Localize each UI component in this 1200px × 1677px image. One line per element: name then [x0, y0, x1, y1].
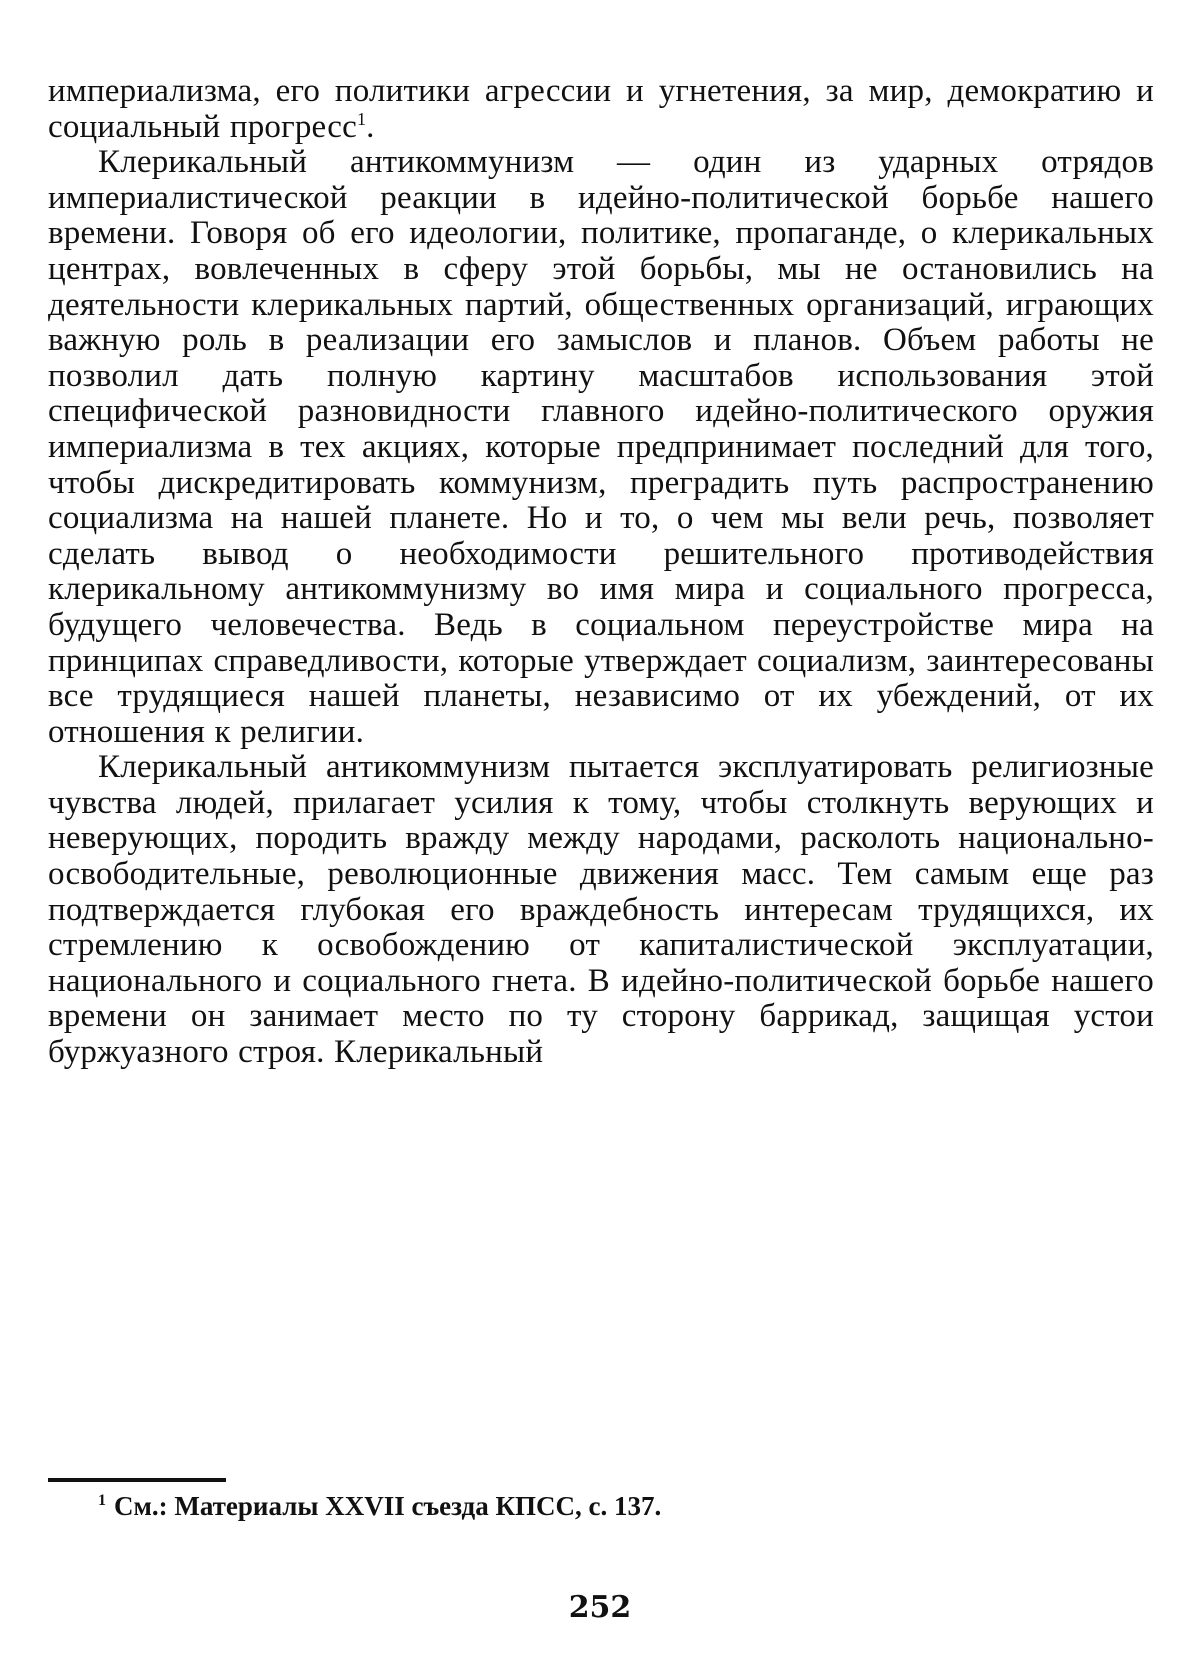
paragraph-1-text: империализма, его политики агрессии и угнетения, за мир, демократию и социальный прогресс — [48, 73, 1154, 145]
paragraph-3: Клерикальный антикоммунизм пытается эксплуатировать религиозные чувства людей, прилагает усилия к тому, чтобы столкнуть верующих и неверующих, породить вражду между народами, расколоть национально-освободительные, революционные движения масс. Тем самым еще раз подтверждается глубокая его враждебность интересам трудящихся, их стремлению к освобождению от капиталистической эксплуатации, национального и социального гнета. В идейно-политической борьбе нашего времени он занимает место по ту сторону баррикад, защищая устои буржуазного строя. Клерикальный — [48, 749, 1154, 1071]
page-body — [48, 74, 1154, 1071]
paragraph-2: Клерикальный антикоммунизм — один из ударных отрядов империалистической реакции в идейно-политической борьбе нашего времени. Говоря об его идеологии, политике, пропаганде, о клерикальных центрах, вовлеченных в сферу этой борьбы, мы не остановились на деятельности клерикальных партий, общественных организаций, играющих важную роль в реализации его замыслов и планов. Объем работы не позволил дать полную картину масштабов использования этой специфической разновидности главного идейно-политического оружия империализма в тех акциях, которые предпринимает последний для того, чтобы дискредитировать коммунизм, преградить путь распространению социализма на нашей планете. Но и то, о чем мы вели речь, позволяет сделать вывод о необходимости решительного противодействия клерикальному антикоммунизму во имя мира и социального прогресса, будущего человечества. Ведь в социальном переустройстве мира на принципах справедливости, которые утверждает социализм, заинтересованы все трудящиеся нашей планеты, независимо от их убеждений, от их отношения к религии. — [48, 144, 1154, 750]
paragraph-1 — [48, 74, 1154, 145]
footnote-divider — [48, 1478, 226, 1482]
footnote-mark: 1 — [98, 1492, 106, 1509]
page-number: 252 — [568, 1590, 632, 1625]
paragraph-1-tail: . — [366, 108, 375, 145]
footnote-reference: 1 — [356, 108, 367, 129]
footnote-text: См.: Материалы XXVII съезда КПСС, с. 137. — [114, 1491, 662, 1521]
footnote — [98, 1490, 661, 1522]
